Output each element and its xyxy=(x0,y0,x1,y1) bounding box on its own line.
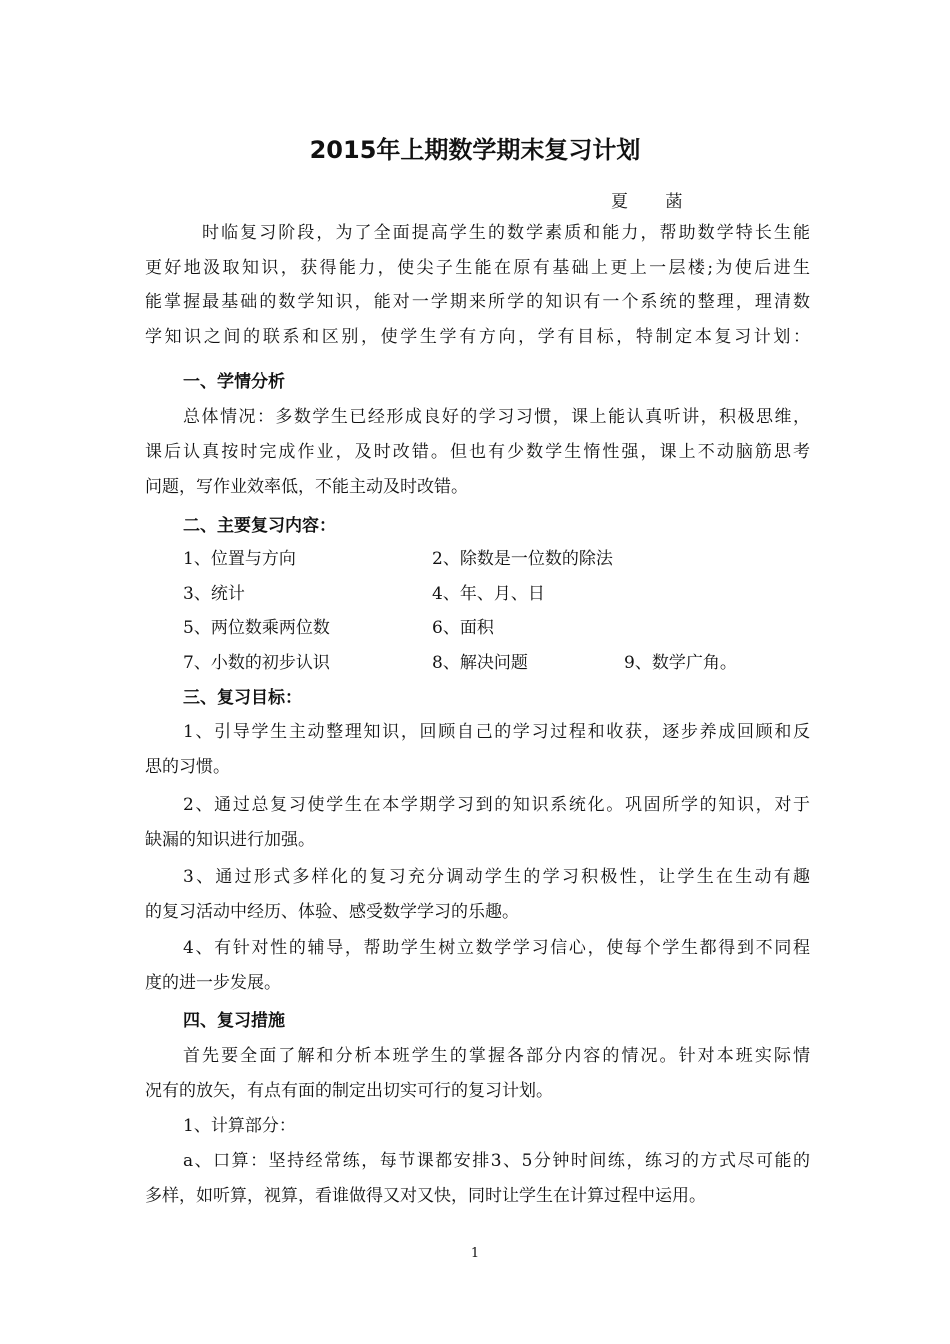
intro-line-1: 时临复习阶段，为了全面提高学生的数学素质和能力，帮助数学特长生能 xyxy=(202,223,810,243)
section-heading-goals: 三、复习目标： xyxy=(183,688,302,708)
content-item: 2、除数是一位数的除法 xyxy=(432,549,613,569)
content-item: 7、小数的初步认识 xyxy=(183,653,330,673)
content-item: 3、统计 xyxy=(183,584,245,604)
goal-2-line-2: 缺漏的知识进行加强。 xyxy=(145,830,315,850)
intro-line-4: 学知识之间的联系和区别，使学生学有方向，学有目标，特制定本复习计划： xyxy=(145,327,810,347)
page-number: 1 xyxy=(470,1246,480,1261)
analysis-line-3: 问题，写作业效率低，不能主动及时改错。 xyxy=(145,477,468,497)
content-item: 1、位置与方向 xyxy=(183,549,296,569)
author-name: 夏 菡 xyxy=(611,192,699,212)
content-item: 5、两位数乘两位数 xyxy=(183,618,330,638)
calc-subheading: 1、计算部分： xyxy=(183,1116,296,1136)
measures-line-1: 首先要全面了解和分析本班学生的掌握各部分内容的情况。针对本班实际情 xyxy=(183,1046,810,1066)
content-item: 4、年、月、日 xyxy=(432,584,545,604)
goal-3-line-2: 的复习活动中经历、体验、感受数学学习的乐趣。 xyxy=(145,902,519,922)
document-title: 2015年上期数学期末复习计划 xyxy=(309,136,641,164)
section-heading-content: 二、主要复习内容： xyxy=(183,516,336,536)
content-item: 9、数学广角。 xyxy=(624,653,737,673)
goal-4-line-1: 4、有针对性的辅导，帮助学生树立数学学习信心，使每个学生都得到不同程 xyxy=(183,938,810,958)
calc-line-1: a、口算：坚持经常练，每节课都安排3、5分钟时间练，练习的方式尽可能的 xyxy=(183,1151,810,1171)
content-item: 6、面积 xyxy=(432,618,494,638)
analysis-line-1: 总体情况：多数学生已经形成良好的学习习惯，课上能认真听讲，积极思维， xyxy=(183,407,810,427)
goal-1-line-1: 1、引导学生主动整理知识，回顾自己的学习过程和收获，逐步养成回顾和反 xyxy=(183,722,810,742)
measures-line-2: 况有的放矢，有点有面的制定出切实可行的复习计划。 xyxy=(145,1081,553,1101)
calc-line-2: 多样，如听算，视算，看谁做得又对又快，同时让学生在计算过程中运用。 xyxy=(145,1186,706,1206)
intro-line-3: 能掌握最基础的数学知识，能对一学期来所学的知识有一个系统的整理，理清数 xyxy=(145,292,810,312)
goal-4-line-2: 度的进一步发展。 xyxy=(145,973,281,993)
intro-line-2: 更好地汲取知识，获得能力，使尖子生能在原有基础上更上一层楼;为使后进生 xyxy=(145,258,810,278)
section-heading-measures: 四、复习措施 xyxy=(183,1011,285,1031)
content-item: 8、解决问题 xyxy=(432,653,528,673)
analysis-line-2: 课后认真按时完成作业，及时改错。但也有少数学生惰性强，课上不动脑筋思考 xyxy=(145,442,810,462)
goal-3-line-1: 3、通过形式多样化的复习充分调动学生的学习积极性，让学生在生动有趣 xyxy=(183,867,810,887)
goal-2-line-1: 2、通过总复习使学生在本学期学习到的知识系统化。巩固所学的知识，对于 xyxy=(183,795,810,815)
section-heading-analysis: 一、学情分析 xyxy=(183,372,285,392)
goal-1-line-2: 思的习惯。 xyxy=(145,757,230,777)
